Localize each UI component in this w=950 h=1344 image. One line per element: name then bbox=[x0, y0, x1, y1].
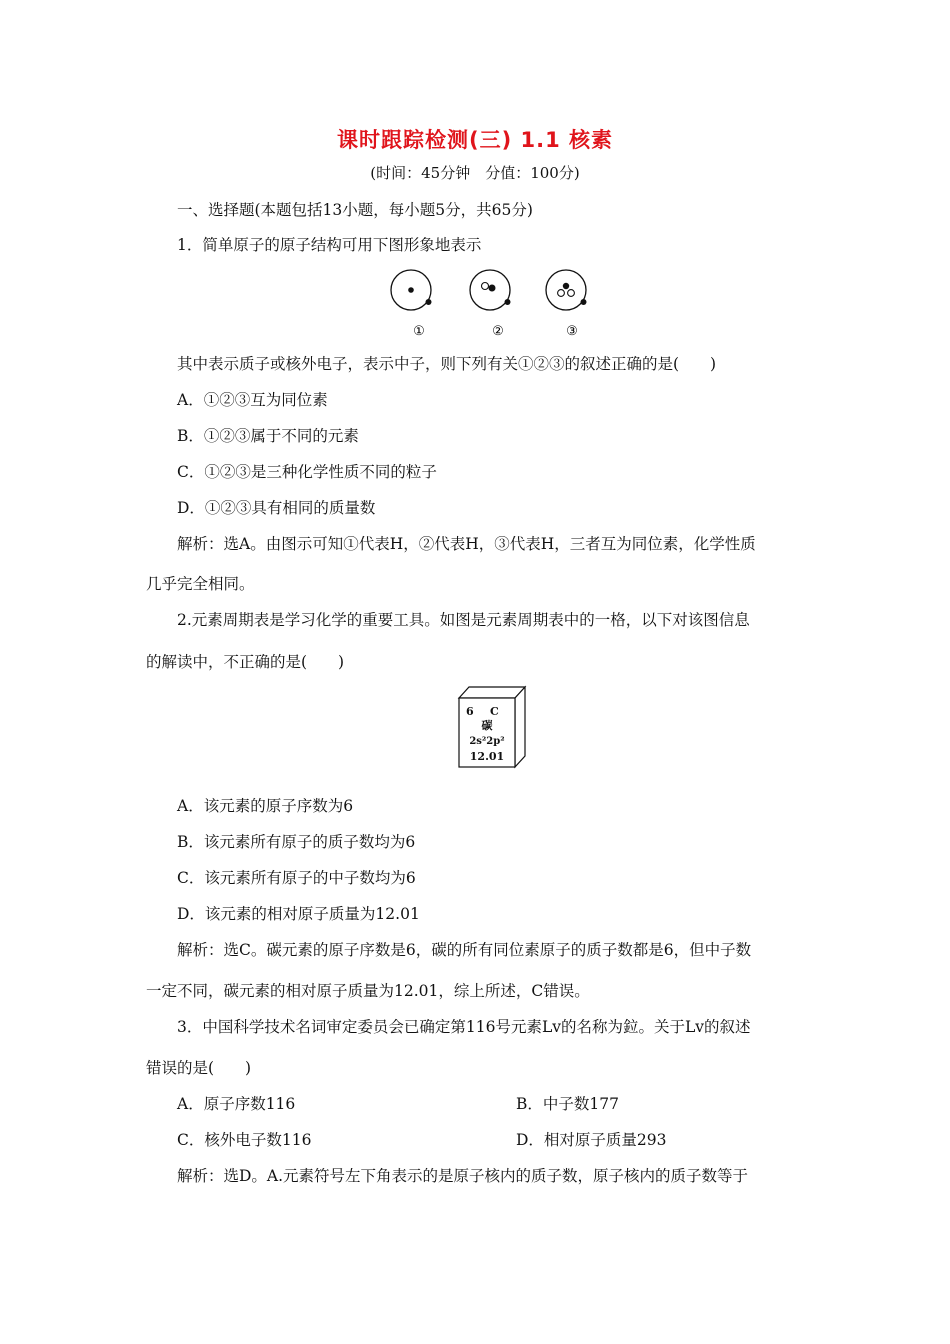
cell-atomic-mass: 12.01 bbox=[469, 750, 505, 763]
q1-analysis: 解析：选A。由图示可知①代表H，②代表H，③代表H，三者互为同位素，化学性质 bbox=[177, 535, 756, 553]
q3-option-c: C．核外电子数116 bbox=[177, 1131, 312, 1149]
q2-option-c: C．该元素所有原子的中子数均为6 bbox=[177, 869, 416, 887]
page-subtitle: (时间：45分钟 分值：100分) bbox=[370, 164, 580, 182]
q3-option-a: A．原子序数116 bbox=[177, 1095, 296, 1113]
q1-option-d: D．①②③具有相同的质量数 bbox=[177, 499, 376, 517]
cell-electron-config: 2s²2p² bbox=[469, 736, 505, 747]
cell-atomic-number: 6 bbox=[466, 705, 474, 718]
q1-stem-2: 其中表示质子或核外电子，表示中子，则下列有关①②③的叙述正确的是( ) bbox=[177, 355, 717, 373]
cell-symbol: C bbox=[490, 705, 499, 718]
q1-option-c: C．①②③是三种化学性质不同的粒子 bbox=[177, 463, 437, 481]
q2-analysis: 解析：选C。碳元素的原子序数是6，碳的所有同位素原子的质子数都是6，但中子数 bbox=[177, 941, 752, 959]
q1-analysis-cont: 几乎完全相同。 bbox=[146, 575, 255, 593]
q1-option-a: A．①②③互为同位素 bbox=[177, 391, 328, 409]
q2-option-b: B．该元素所有原子的质子数均为6 bbox=[177, 833, 416, 851]
atom-1-diagram bbox=[391, 270, 432, 310]
q3-stem-cont: 错误的是( ) bbox=[146, 1059, 252, 1077]
q2-analysis-cont: 一定不同，碳元素的相对原子质量为12.01，综上所述，C错误。 bbox=[146, 982, 590, 1000]
q1-stem: 1．简单原子的原子结构可用下图形象地表示 bbox=[177, 236, 482, 254]
q2-stem-cont: 的解读中，不正确的是( ) bbox=[146, 653, 345, 671]
q2-option-a: A．该元素的原子序数为6 bbox=[177, 797, 354, 815]
figure-label-2: ② bbox=[492, 324, 504, 339]
atom-2-diagram bbox=[470, 270, 511, 310]
q3-option-b: B．中子数177 bbox=[516, 1095, 619, 1113]
section-heading: 一、选择题(本题包括13小题，每小题5分，共65分) bbox=[177, 201, 533, 219]
figure-label-1: ① bbox=[413, 324, 425, 339]
cell-element-name: 碳 bbox=[481, 719, 493, 732]
q2-stem: 2.元素周期表是学习化学的重要工具。如图是元素周期表中的一格，以下对该图信息 bbox=[177, 611, 750, 629]
q3-stem: 3．中国科学技术名词审定委员会已确定第116号元素Lv的名称为鉝。关于Lv的叙述 bbox=[177, 1018, 751, 1036]
atom-3-diagram bbox=[546, 270, 587, 310]
figure-label-3: ③ bbox=[566, 324, 578, 339]
q3-analysis: 解析：选D。A.元素符号左下角表示的是原子核内的质子数，原子核内的质子数等于 bbox=[177, 1167, 749, 1185]
atom-diagrams bbox=[388, 268, 593, 340]
element-cell-cube bbox=[455, 684, 530, 769]
atom-structure-figure bbox=[388, 268, 593, 340]
page-title: 课时跟踪检测(三) 1.1 核素 bbox=[336, 128, 614, 152]
q2-option-d: D．该元素的相对原子质量为12.01 bbox=[177, 905, 420, 923]
q3-option-d: D．相对原子质量293 bbox=[516, 1131, 667, 1149]
periodic-table-cell-figure bbox=[455, 684, 530, 769]
q1-option-b: B．①②③属于不同的元素 bbox=[177, 427, 359, 445]
